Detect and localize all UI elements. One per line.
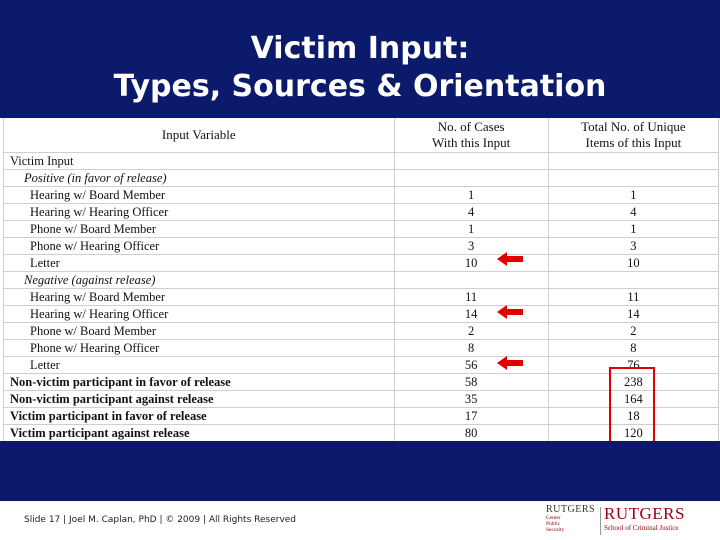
row-label: Phone w/ Hearing Officer — [4, 238, 395, 255]
row-label: Phone w/ Board Member — [4, 221, 395, 238]
row-cases: 17 — [394, 408, 548, 425]
row-cases — [394, 170, 548, 187]
row-items: 1 — [548, 187, 718, 204]
table-row — [4, 272, 719, 289]
logo2-sub: School of Criminal Justice — [604, 524, 679, 532]
slide-header — [0, 0, 720, 118]
row-label: Non-victim participant against release — [4, 391, 395, 408]
row-items — [548, 153, 718, 170]
row-cases — [394, 272, 548, 289]
row-label: Hearing w/ Board Member — [4, 289, 395, 306]
table-row — [4, 204, 719, 221]
header-input-variable: Input Variable — [4, 118, 395, 153]
table-row — [4, 153, 719, 170]
slide-title-line1: Victim Input: — [250, 31, 470, 66]
footer-credit: Slide 17 | Joel M. Caplan, PhD | © 2009 | All Rights Reserved — [24, 515, 297, 525]
table-row — [4, 289, 719, 306]
row-items — [548, 272, 718, 289]
table-row — [4, 255, 719, 272]
row-items: 76 — [548, 357, 718, 374]
header-no-of-cases-line1: No. of Cases — [437, 119, 505, 134]
row-items: 120 — [548, 425, 718, 442]
logo2-name: RUTGERS — [604, 504, 685, 523]
row-items: 8 — [548, 340, 718, 357]
row-label: Hearing w/ Board Member — [4, 187, 395, 204]
logo1-sub1: Center — [546, 515, 561, 521]
row-items: 11 — [548, 289, 718, 306]
row-items: 238 — [548, 374, 718, 391]
row-items — [548, 170, 718, 187]
logo-divider — [600, 507, 601, 535]
row-items: 164 — [548, 391, 718, 408]
row-cases: 3 — [394, 238, 548, 255]
row-items: 10 — [548, 255, 718, 272]
table-row — [4, 340, 719, 357]
row-label: Phone w/ Hearing Officer — [4, 340, 395, 357]
slide-lower-band — [0, 441, 720, 501]
row-label: Non-victim participant in favor of release — [4, 374, 395, 391]
row-label: Negative (against release) — [4, 272, 395, 289]
row-cases: 14 — [394, 306, 548, 323]
row-label: Hearing w/ Hearing Officer — [4, 204, 395, 221]
row-label: Victim participant in favor of release — [4, 408, 395, 425]
row-items: 4 — [548, 204, 718, 221]
row-cases: 35 — [394, 391, 548, 408]
slide-title-line2: Types, Sources & Orientation — [113, 69, 607, 104]
header-unique-items-line1: Total No. of Unique — [581, 119, 686, 134]
header-no-of-cases-line2: With this Input — [432, 135, 511, 150]
table-row — [4, 306, 719, 323]
row-label: Positive (in favor of release) — [4, 170, 395, 187]
row-cases: 1 — [394, 187, 548, 204]
red-arrow-icon — [497, 356, 523, 370]
slide-title — [0, 0, 720, 106]
row-cases: 1 — [394, 221, 548, 238]
row-items: 18 — [548, 408, 718, 425]
row-items: 3 — [548, 238, 718, 255]
highlight-box — [609, 367, 655, 443]
table-row — [4, 221, 719, 238]
row-cases: 80 — [394, 425, 548, 442]
row-label: Victim Input — [4, 153, 395, 170]
table-row — [4, 323, 719, 340]
row-items: 2 — [548, 323, 718, 340]
row-cases: 58 — [394, 374, 548, 391]
row-cases: 4 — [394, 204, 548, 221]
row-cases: 11 — [394, 289, 548, 306]
header-no-of-cases — [394, 118, 548, 153]
table-row — [4, 170, 719, 187]
row-cases: 8 — [394, 340, 548, 357]
logo1-sub2: Public — [546, 521, 561, 527]
table-row — [4, 238, 719, 255]
header-unique-items-line2: Items of this Input — [585, 135, 682, 150]
red-arrow-icon — [497, 252, 523, 266]
table-header-row — [4, 118, 719, 153]
row-label: Letter — [4, 357, 395, 374]
rutgers-cps-logo — [546, 504, 596, 538]
table-row — [4, 187, 719, 204]
row-cases — [394, 153, 548, 170]
row-label: Phone w/ Board Member — [4, 323, 395, 340]
row-cases: 56 — [394, 357, 548, 374]
row-label: Letter — [4, 255, 395, 272]
row-label: Victim participant against release — [4, 425, 395, 442]
row-cases: 2 — [394, 323, 548, 340]
red-arrow-icon — [497, 305, 523, 319]
header-unique-items — [548, 118, 718, 153]
rutgers-scj-logo — [604, 504, 714, 538]
row-cases: 10 — [394, 255, 548, 272]
row-items: 1 — [548, 221, 718, 238]
row-label: Hearing w/ Hearing Officer — [4, 306, 395, 323]
logo1-sub3: Security — [546, 527, 565, 533]
row-items: 14 — [548, 306, 718, 323]
slide-footer — [0, 501, 720, 540]
logo1-name: RUTGERS — [546, 504, 596, 515]
